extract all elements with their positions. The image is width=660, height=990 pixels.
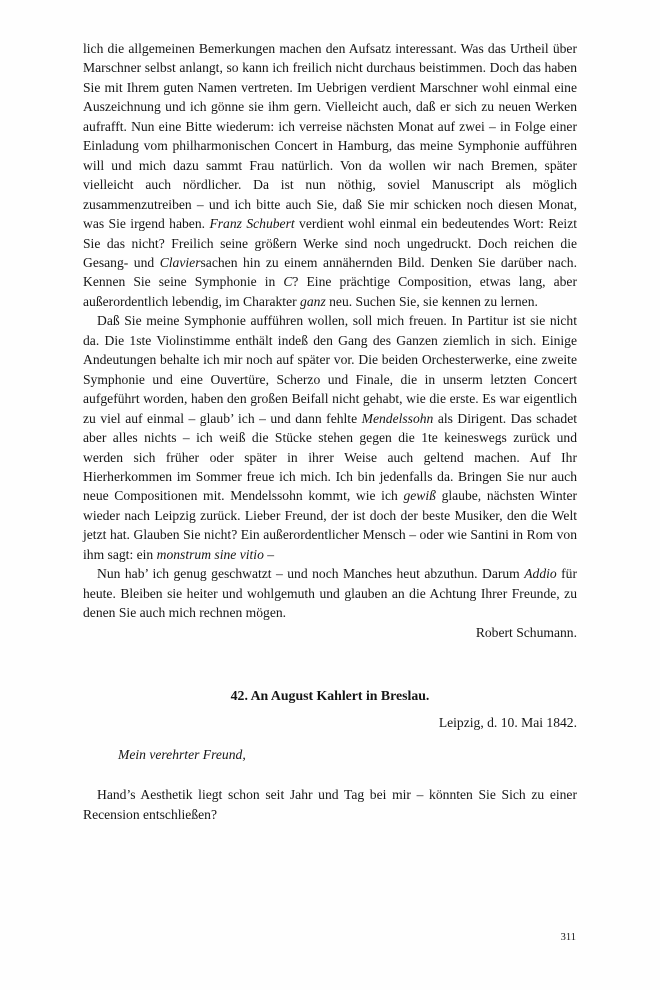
page-number: 311 bbox=[560, 932, 576, 943]
text-run: für heute. Bleiben sie heiter und wohlgemuth und glauben an die Achtung Ihrer Freunde, zu denen Sie auch mich rechnen mögen. bbox=[83, 566, 578, 621]
text-run: neu. Suchen Sie, sie kennen zu lernen. bbox=[325, 293, 538, 309]
text-run: ? Eine prächtige Composition, etwas lang, aber außerordentlich lebendig, im Charakter bbox=[83, 274, 577, 309]
italic-text-run: gewiß bbox=[403, 488, 436, 504]
text-run: glaube, nächsten Winter wieder nach Leipzig zurück. Lieber Freund, der ist doch der beste Musiker, den die Welt jetzt hat. Glauben Sie nicht? Ein außerordentlicher Mensch – oder wie Santini in Rom von ihm sagt: ein bbox=[83, 488, 578, 562]
italic-text-run: C bbox=[283, 274, 293, 290]
paragraph bbox=[83, 39, 577, 311]
paragraph bbox=[83, 311, 577, 564]
italic-text-run: Clavier bbox=[159, 254, 201, 270]
paragraph bbox=[83, 564, 577, 622]
text-run: sachen hin zu einem annähernden Bild. Denken Sie darüber nach. Kennen Sie seine Symphonie in bbox=[83, 254, 577, 290]
letter2-salutation: Mein verehrter Freund, bbox=[118, 746, 246, 762]
text-run: verdient wohl einmal ein bedeutendes Wort: Reizt Sie das nicht? Freilich seine größern Werke sind noch ungedruckt. Doch reichen die Gesang- und bbox=[83, 216, 578, 270]
text-run: – bbox=[263, 546, 275, 562]
italic-text-run: Addio bbox=[524, 566, 557, 582]
italic-text-run: Mendelssohn bbox=[361, 410, 434, 426]
letter2-body bbox=[83, 785, 577, 824]
text-run: lich die allgemeinen Bemerkungen machen den Aufsatz interessant. Was das Urtheil über Marschner selbst anlangt, so kann ich freilich nicht durchaus beistimmen. Doch das haben Sie mit Ihrem guten Namen vertreten. Im Uebrigen verdient Marschner wohl einmal eine Auszeichnung und ich gönne sie ihm gern. Vielleicht auch, daß er sich zu neuen Werken aufrafft. Nun eine Bitte wiederum: ich verreise nächsten Monat auf zwei – in Folge einer Einladung vom philharmonischen Concert in Hamburg, das meine Symphonie aufführen will und mich dazu sammt Frau natürlich. Von da wollen wir nach Bremen, später vielleicht auch nördlicher. Da ist nun nöthig, soviel Manuscript als möglich zusammenzutreiben – und ich bitte auch Sie, daß Sie mir schicken noch diesen Monat, was Sie irgend haben. bbox=[83, 41, 577, 232]
text-run: Hand’s Aesthetik liegt schon seit Jahr und Tag bei mir – könnten Sie Sich zu einer Recension entschließen? bbox=[83, 787, 577, 822]
paragraph bbox=[83, 785, 577, 824]
signature: Robert Schumann. bbox=[475, 624, 577, 640]
letter2-dateline: Leipzig, d. 10. Mai 1842. bbox=[438, 714, 577, 730]
italic-text-run: monstrum sine vitio bbox=[156, 546, 264, 562]
text-run: als Dirigent. Das schadet aber alles nichts – ich weiß die Stücke stehen gegen die 1te keineswegs zurück und werden sich früher oder später in ihrer Weise auch geltend machen. Auf Ihr Hierherkommen im Sommer freue ich mich. Ich bin jedenfalls da. Bringen Sie nur auch neue Compositionen mit. Mendelssohn kommt, wie ich bbox=[83, 410, 578, 504]
italic-text-run: Franz Schubert bbox=[209, 216, 295, 232]
letter2-heading: 42. An August Kahlert in Breslau. bbox=[230, 688, 430, 704]
italic-text-run: ganz bbox=[300, 293, 326, 309]
text-run: Nun hab’ ich genug geschwatzt – und noch Manches heut abzuthun. Darum bbox=[97, 566, 525, 582]
letter1-body bbox=[83, 39, 577, 623]
text-run: Daß Sie meine Symphonie aufführen wollen, soll mich freuen. In Partitur ist sie nicht da. Die 1ste Violinstimme enthält indeß den Gang des Ganzen ziemlich in sich. Einige Andeutungen behalte ich mir noch auf später vor. Die beiden Orchesterwerke, eine zweite Symphonie und eine Ouvertüre, Scherzo und Finale, die in unserm letzten Concert aufgeführt worden, haben den großen Beifall nicht gehabt, wie die erste. Es war eigentlich zu viel auf einmal – glaub’ ich – und dann fehlte bbox=[83, 313, 577, 426]
